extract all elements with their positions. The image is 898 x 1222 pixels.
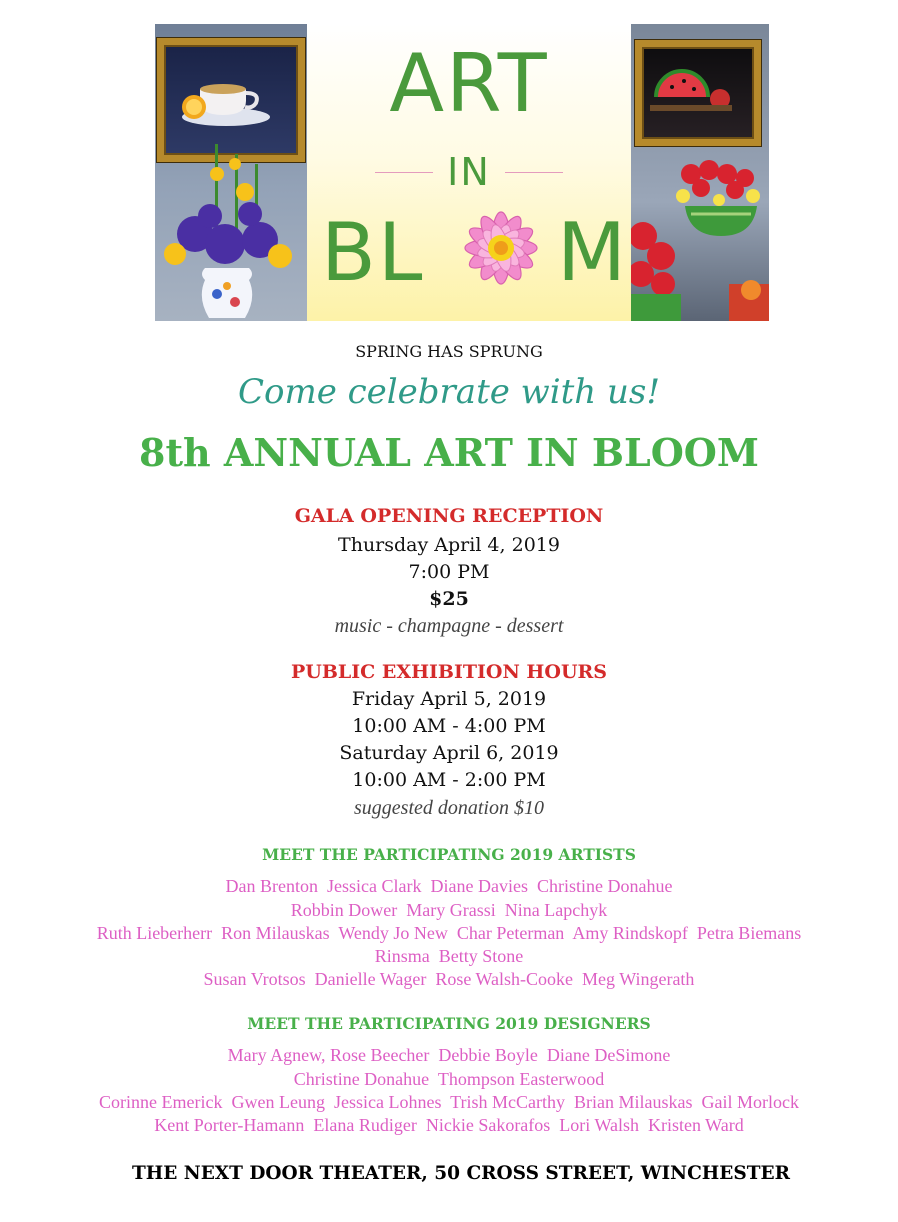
art-in-bloom-logo [307, 24, 631, 321]
tagline: SPRING HAS SPRUNG [355, 342, 543, 361]
artists-line: Dan Brenton Jessica Clark Diane Davies Christine Donahue [225, 876, 673, 896]
event-title: 8th ANNUAL ART IN BLOOM [139, 430, 759, 475]
gala-time: 7:00 PM [408, 561, 490, 583]
exhibition-donation: suggested donation $10 [354, 797, 544, 819]
invite-line: Come celebrate with us! [237, 372, 661, 412]
artists-line: Ruth Lieberherr Ron Milauskas Wendy Jo New Char Peterman Amy Rindskopf Petra Biemans [96, 923, 802, 943]
exhibition-hours-1: 10:00 AM - 4:00 PM [352, 715, 546, 737]
venue-address: THE NEXT DOOR THEATER, 50 CROSS STREET, WINCHESTER [132, 1163, 790, 1184]
artists-heading: MEET THE PARTICIPATING 2019 ARTISTS [262, 845, 636, 864]
teacup-icon [164, 45, 284, 141]
exhibition-hours-2: 10:00 AM - 2:00 PM [352, 769, 546, 791]
artists-line: Rinsma Betty Stone [374, 946, 524, 966]
logo-word-bloom [307, 206, 631, 299]
gala-extras: music - champagne - dessert [334, 615, 564, 637]
designers-line: Christine Donahue Thompson Easterwood [293, 1069, 605, 1089]
lotus-flower-icon [445, 192, 557, 304]
watermelon-slice-icon [642, 47, 740, 125]
designers-heading: MEET THE PARTICIPATING 2019 DESIGNERS [247, 1014, 651, 1033]
gala-date: Thursday April 4, 2019 [338, 534, 560, 556]
designers-line: Corinne Emerick Gwen Leung Jessica Lohnes Trish McCarthy Brian Milauskas Gail Morlock [99, 1092, 799, 1112]
logo-word-bloom-end: M [557, 206, 629, 299]
designers-line: Kent Porter-Hamann Elana Rudiger Nickie Sakorafos Lori Walsh Kristen Ward [154, 1115, 744, 1135]
exhibition-day-1: Friday April 5, 2019 [351, 688, 547, 710]
teacup-painting-photo [155, 24, 307, 321]
gala-heading: GALA OPENING RECEPTION [294, 505, 604, 527]
exhibition-heading: PUBLIC EXHIBITION HOURS [290, 661, 608, 683]
gala-price: $25 [429, 588, 469, 610]
rose-arrangement-icon [631, 144, 769, 321]
logo-word-bloom-start: BL [321, 206, 425, 299]
designers-line: Mary Agnew, Rose Beecher Debbie Boyle Diane DeSimone [227, 1045, 671, 1065]
exhibition-day-2: Saturday April 6, 2019 [339, 742, 559, 764]
flower-vase-icon [155, 144, 307, 321]
artists-line: Susan Vrotsos Danielle Wager Rose Walsh-Cooke Meg Wingerath [203, 969, 695, 989]
logo-word-art: ART [389, 37, 549, 130]
watermelon-painting-photo [631, 24, 769, 321]
banner-image [155, 24, 769, 321]
artists-line: Robbin Dower Mary Grassi Nina Lapchyk [290, 900, 608, 920]
logo-word-in: IN [447, 150, 491, 194]
watermelon-painting-frame [635, 40, 761, 146]
